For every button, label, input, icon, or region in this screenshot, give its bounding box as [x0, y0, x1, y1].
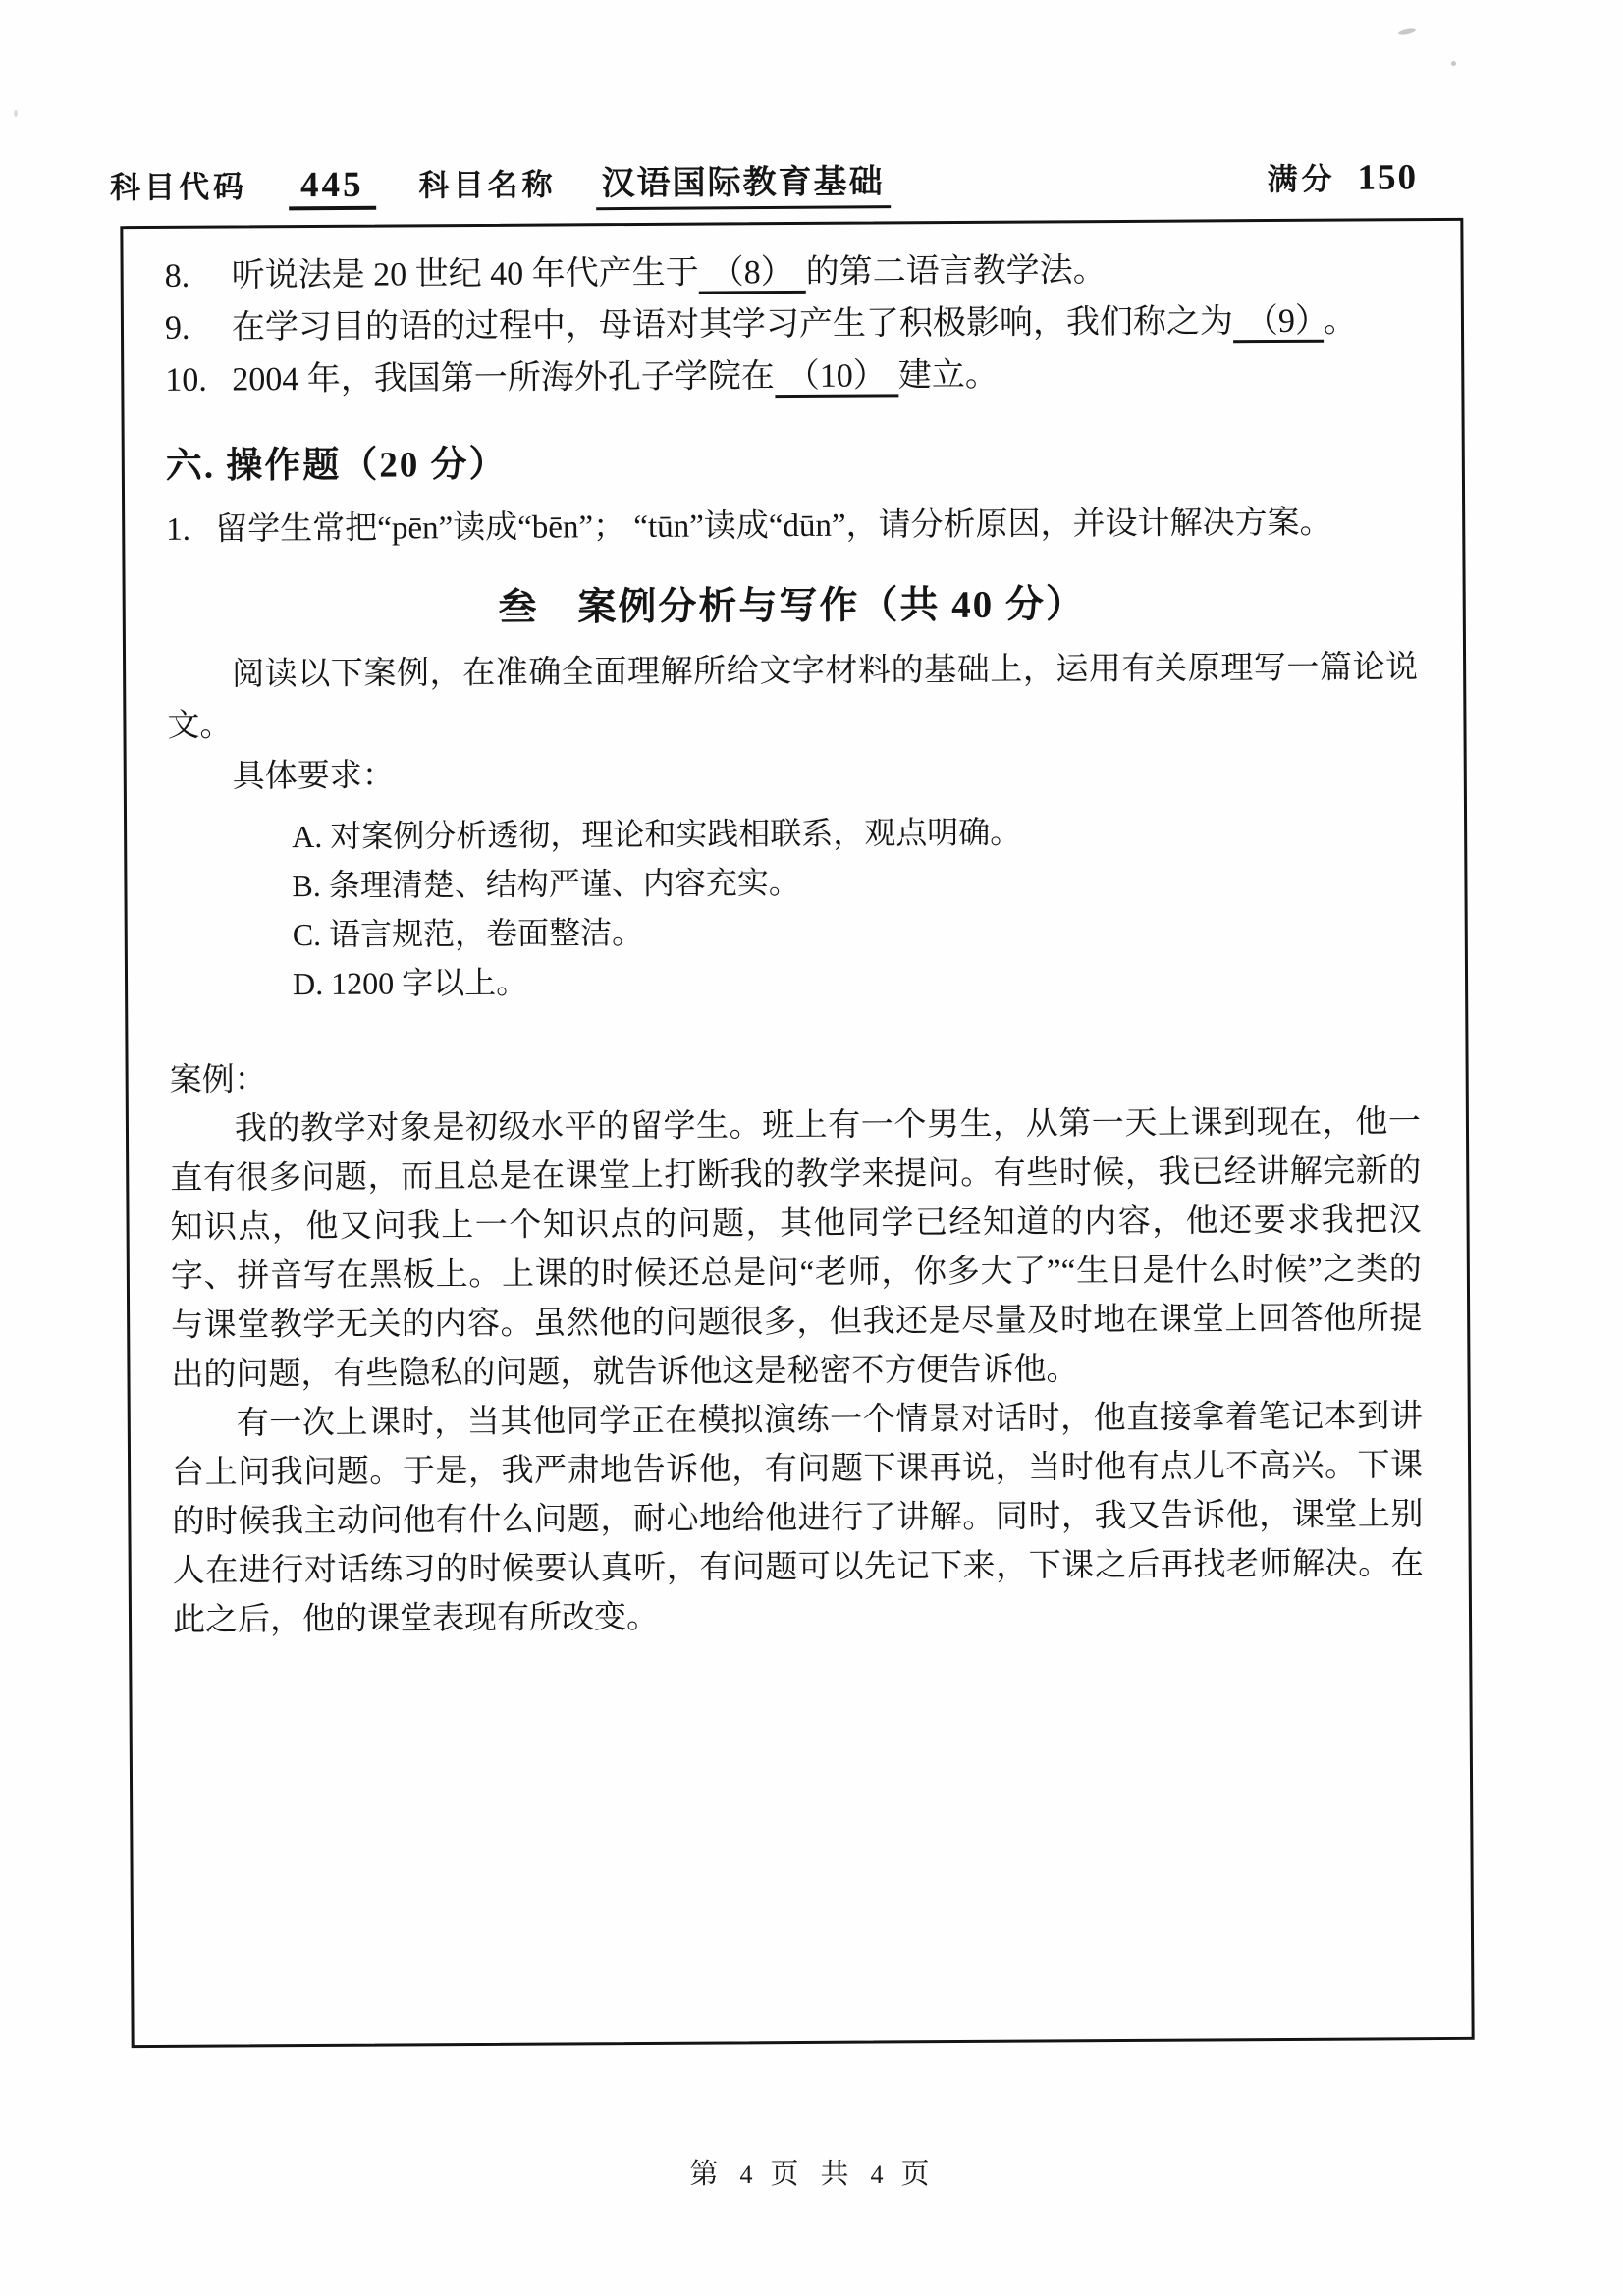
footer-word: 页	[770, 2159, 803, 2190]
footer-word: 页	[900, 2159, 934, 2190]
full-score-group	[1267, 153, 1418, 199]
requirement-item-c: C. 语言规范，卷面整洁。	[292, 914, 644, 953]
case-intro: 阅读以下案例，在准确全面理解所给文字材料的基础上，运用有关原理写一篇论说文。	[167, 650, 1419, 744]
question-number: 8.	[164, 257, 190, 294]
question-text-post: 建立。	[897, 356, 999, 395]
case-label: 案例：	[169, 1062, 267, 1098]
answer-blank: （9）	[1233, 303, 1324, 344]
section-six-question-1	[166, 497, 1417, 556]
question-text	[232, 294, 1416, 353]
question-text-post: 。	[1323, 302, 1358, 340]
question-number: 10.	[165, 361, 207, 399]
answer-blank: （10）	[775, 357, 898, 398]
subject-name-label: 科目名称	[418, 167, 557, 203]
scan-speck	[14, 110, 18, 117]
subject-name-value: 汉语国际教育基础	[595, 154, 890, 210]
full-score-label: 满分	[1267, 161, 1336, 197]
question-text-pre: 听说法是 20 世纪 40 年代产生于	[231, 254, 699, 294]
page-footer	[0, 2152, 1623, 2192]
footer-word: 第	[689, 2159, 723, 2190]
scan-speck	[1451, 61, 1456, 66]
question-text: 留学生常把“pēn”读成“bēn”； “tūn”读成“dūn”，请分析原因，并设计解决方案。	[215, 505, 1332, 548]
requirement-item-d: D. 1200 字以上。	[292, 964, 528, 1002]
case-paragraph-1: 我的教学对象是初级水平的留学生。班上有一个男生，从第一天上课到现在，他一直有很多问题，而且总是在课堂上打断我的教学来提问。有些时候，我已经讲解完新的知识点，他又问我上一个知识点的问题，其他同学已经知道的内容，他还要求我把汉字、拼音写在黑板上。上课的时候还总是问“老师，你多大了”“生日是什么时候”之类的与课堂教学无关的内容。虽然他的问题很多，但我还是尽量及时地在课堂上回答他所提出的问题，有些隐私的问题，就告诉他这是秘密不方便告诉他。	[170, 1104, 1423, 1393]
content-box	[120, 218, 1474, 2048]
question-9	[165, 294, 1416, 354]
footer-word: 共	[820, 2159, 853, 2190]
section-three-heading	[167, 571, 1418, 634]
question-text-post: 的第二语言教学法。	[805, 252, 1107, 291]
question-text	[231, 242, 1415, 301]
section-three-heading-text: 案例分析与写作（共 40 分）	[577, 583, 1087, 629]
total-page-number: 4	[870, 2161, 884, 2189]
section-six-heading: 六. 操作题（20 分）	[165, 444, 508, 487]
answer-blank: （8）	[699, 254, 806, 294]
question-text	[232, 347, 1416, 405]
question-text-pre: 在学习目的语的过程中，母语对其学习产生了积极影响，我们称之为	[231, 303, 1234, 347]
section-three-heading-number: 叁	[498, 586, 539, 629]
question-number: 1.	[166, 511, 191, 548]
requirement-item-b: B. 条理清楚、结构严谨、内容充实。	[292, 864, 800, 904]
subject-code-label: 科目代码	[109, 169, 248, 205]
scan-speck	[1398, 27, 1417, 36]
requirements-label: 具体要求：	[232, 758, 395, 795]
page-header	[110, 150, 1418, 213]
subject-code-value: 445	[289, 164, 376, 211]
question-number: 9.	[164, 309, 190, 347]
full-score-value: 150	[1357, 157, 1419, 198]
requirement-item-a: A. 对案例分析透彻，理论和实践相联系，观点明确。	[292, 814, 1022, 855]
question-text-pre: 2004 年，我国第一所海外孔子学院在	[232, 358, 775, 399]
requirements-list	[292, 805, 1420, 1008]
question-8	[164, 242, 1415, 302]
current-page-number: 4	[739, 2161, 753, 2189]
question-10	[165, 347, 1416, 406]
case-paragraph-2: 有一次上课时，当其他同学正在模拟演练一个情景对话时，他直接拿着笔记本到讲台上问我问题。于是，我严肃地告诉他，有问题下课再说，当时他有点儿不高兴。下课的时候我主动问他有什么问题，耐心地给他进行了讲解。同时，我又告诉他，课堂上别人在进行对话练习的时候要认真听，有问题可以先记下来，下课之后再找老师解决。在此之后，他的课堂表现有所改变。	[171, 1399, 1424, 1638]
